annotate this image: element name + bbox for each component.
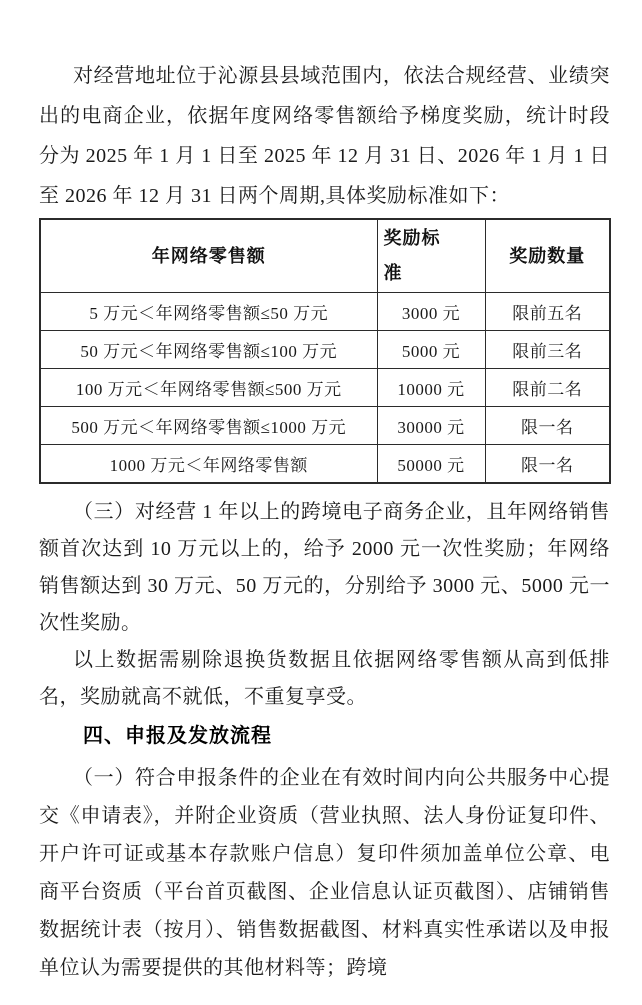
cell-reward-amount: 3000 元 <box>377 293 485 331</box>
reward-table <box>39 218 611 484</box>
header-annual-online-retail: 年网络零售额 <box>40 219 377 293</box>
table-header-row <box>40 219 610 293</box>
cell-reward-amount: 5000 元 <box>377 331 485 369</box>
cell-reward-limit: 限前二名 <box>485 369 610 407</box>
cell-sales-range: 100 万元＜年网络零售额≤500 万元 <box>40 369 377 407</box>
cell-reward-amount: 10000 元 <box>377 369 485 407</box>
header-reward-quantity: 奖励数量 <box>485 219 610 293</box>
cell-sales-range: 1000 万元＜年网络零售额 <box>40 445 377 484</box>
cell-sales-range: 500 万元＜年网络零售额≤1000 万元 <box>40 407 377 445</box>
cell-reward-limit: 限一名 <box>485 407 610 445</box>
table-row <box>40 331 610 369</box>
header-reward-standard: 奖励标准 <box>377 219 485 293</box>
paragraph-cross-border: （三）对经营 1 年以上的跨境电子商务企业，且年网络销售额首次达到 10 万元以上的，给予 2000 元一次性奖励；年网络销售额达到 30 万元、50 万元的，分别给予 3000 元、5000 元一次性奖励。 <box>39 501 610 634</box>
table-row <box>40 293 610 331</box>
cell-reward-amount: 30000 元 <box>377 407 485 445</box>
cell-sales-range: 50 万元＜年网络零售额≤100 万元 <box>40 331 377 369</box>
paragraph-ranking-note: 以上数据需剔除退换货数据且依据网络零售额从高到低排名，奖励就高不就低，不重复享受。 <box>39 649 610 708</box>
paragraph-application: （一）符合申报条件的企业在有效时间内向公共服务中心提交《申请表》，并附企业资质（营业执照、法人身份证复印件、开户许可证或基本存款账户信息）复印件须加盖单位公章、电商平台资质（平台首页截图、企业信息认证页截图）、店铺销售数据统计表（按月）、销售数据截图、材料真实性承诺以及申报单位认为需要提供的其他材料等；跨境 <box>39 767 610 979</box>
table-row <box>40 445 610 484</box>
cell-sales-range: 5 万元＜年网络零售额≤50 万元 <box>40 293 377 331</box>
paragraph-intro: 对经营地址位于沁源县县域范围内，依法合规经营、业绩突出的电商企业，依据年度网络零售额给予梯度奖励，统计时段分为 2025 年 1 月 1 日至 2025 年 12 月 31 日、2026 年 1 月 1 日至 2026 年 12 月 31 日两个周期,具体奖励标准如下： <box>39 65 610 207</box>
section-heading-application-process: 四、申报及发放流程 <box>83 725 272 747</box>
cell-reward-amount: 50000 元 <box>377 445 485 484</box>
table-row <box>40 369 610 407</box>
table-row <box>40 407 610 445</box>
cell-reward-limit: 限前五名 <box>485 293 610 331</box>
cell-reward-limit: 限前三名 <box>485 331 610 369</box>
cell-reward-limit: 限一名 <box>485 445 610 484</box>
